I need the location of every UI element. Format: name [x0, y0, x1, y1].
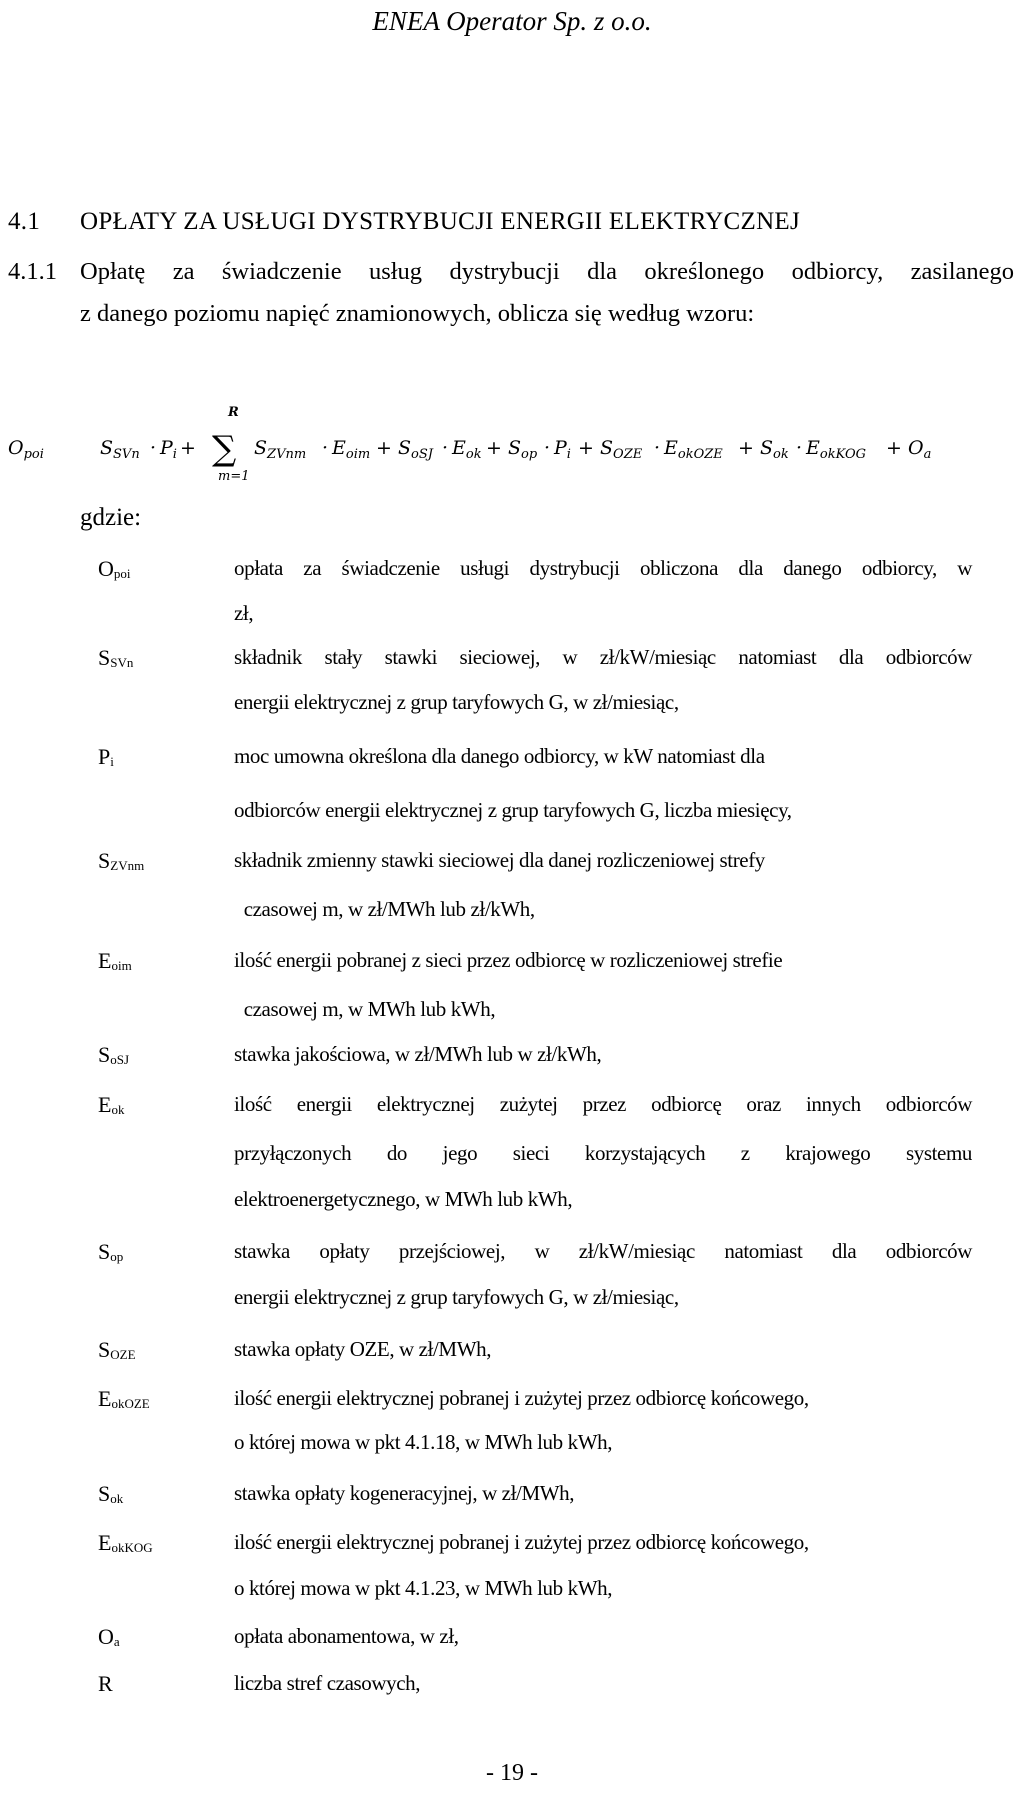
definition-symbol: $S_{ok}$	[98, 1481, 124, 1506]
sum-lower-limit: m=1	[218, 469, 250, 484]
definition-text: stawka jakościowa, w zł/MWh lub w zł/kWh,	[234, 1042, 602, 1066]
formula-plus-4: +	[578, 437, 594, 459]
definition-symbol: $O_{poi}$	[98, 556, 131, 581]
formula-term-pi-1: $P_i$	[160, 437, 177, 462]
definition-text: ilość energii elektrycznej pobranej i zużytej przez odbiorcę końcowego,	[234, 1530, 809, 1554]
definition-text: ilość energii pobranej z sieci przez odbiorcę w rozliczeniowej strefie	[234, 948, 783, 972]
definition-symbol: $O_a$	[98, 1624, 120, 1649]
formula-term-eok: $E_{ok}$	[452, 437, 482, 462]
formula-term-sosj: $S_{oSJ}$	[398, 437, 433, 462]
formula-lhs: $O_{poi}$	[8, 437, 44, 462]
definition-symbol: $E_{ok}$	[98, 1092, 125, 1117]
definition-symbol: $S_{SVn}$	[98, 645, 134, 670]
formula-plus-2: +	[376, 437, 392, 459]
formula-term-eokoze: $E_{okOZE}$	[664, 437, 723, 462]
formula-term-ssvn: $S_{SVn}$	[100, 437, 140, 462]
formula-dot-1: ·	[150, 437, 157, 459]
section-number: 4.1	[8, 208, 41, 235]
definition-text: ilość energii elektrycznej zużytej przez odbiorcę oraz innych odbiorców	[234, 1092, 972, 1116]
definition-text: odbiorców energii elektrycznej z grup taryfowych G, liczba miesięcy,	[234, 798, 792, 822]
definition-symbol: $S_{op}$	[98, 1239, 124, 1264]
definition-symbol: $S_{oSJ}$	[98, 1042, 130, 1067]
definition-text: stawka opłaty przejściowej, w zł/kW/miesiąc natomiast dla odbiorców	[234, 1239, 972, 1263]
formula-svg	[0, 390, 1024, 490]
section-heading	[8, 208, 800, 236]
formula-dot-2: ·	[322, 437, 329, 459]
subsection-line-1: Opłatę za świadczenie usług dystrybucji dla określonego odbiorcy, zasilanego	[80, 258, 1014, 285]
formula-dot-4: ·	[544, 437, 551, 459]
formula-term-eokkog: $E_{okKOG}$	[806, 437, 866, 462]
page-header: ENEA Operator Sp. z o.o.	[372, 6, 652, 36]
definition-text: składnik zmienny stawki sieciowej dla danej rozliczeniowej strefy	[234, 848, 765, 872]
definition-symbol: $E_{okOZE}$	[98, 1386, 150, 1411]
subsection-number: 4.1.1	[8, 258, 57, 285]
definition-text: energii elektrycznej z grup taryfowych G, w zł/miesiąc,	[234, 690, 679, 714]
definition-text: stawka opłaty OZE, w zł/MWh,	[234, 1337, 492, 1361]
formula-dot-5: ·	[654, 437, 661, 459]
formula-plus-3: +	[486, 437, 502, 459]
formula-term-szvnm: $S_{ZVnm}$	[254, 437, 307, 462]
formula-term-oa: $O_a$	[908, 437, 932, 462]
definition-text: przyłączonych do jego sieci korzystających z krajowego systemu	[234, 1141, 972, 1165]
formula-term-sok: $S_{ok}$	[760, 437, 789, 462]
definition-text: opłata abonamentowa, w zł,	[234, 1624, 459, 1648]
definition-text: czasowej m, w MWh lub kWh,	[238, 997, 496, 1021]
section-title: OPŁATY ZA USŁUGI DYSTRYBUCJI ENERGII ELEKTRYCZNEJ	[80, 208, 801, 235]
sum-upper-limit: R	[228, 405, 239, 420]
subsection-paragraph	[8, 258, 1014, 286]
page-number: - 19 -	[486, 1760, 538, 1786]
formula-dot-3: ·	[442, 437, 449, 459]
definition-text: ilość energii elektrycznej pobranej i zużytej przez odbiorcę końcowego,	[234, 1386, 809, 1410]
formula-term-eoim: $E_{oim}$	[332, 437, 371, 462]
sum-sigma: ∑	[212, 429, 237, 469]
formula-plus-1: +	[180, 437, 196, 459]
definition-text: stawka opłaty kogeneracyjnej, w zł/MWh,	[234, 1481, 575, 1505]
subsection-line-2: z danego poziomu napięć znamionowych, oblicza się według wzoru:	[80, 300, 755, 327]
definition-symbol: $S_{ZVnm}$	[98, 848, 145, 873]
definition-symbol: R	[98, 1671, 113, 1696]
formula-plus-5: +	[738, 437, 754, 459]
formula-plus-6: +	[886, 437, 902, 459]
definition-text: energii elektrycznej z grup taryfowych G, w zł/miesiąc,	[234, 1285, 679, 1309]
definition-symbol: $P_i$	[98, 744, 114, 769]
definition-text: o której mowa w pkt 4.1.23, w MWh lub kWh,	[234, 1576, 613, 1600]
definition-text: liczba stref czasowych,	[234, 1671, 421, 1695]
definition-text: czasowej m, w zł/MWh lub zł/kWh,	[238, 897, 535, 921]
definition-symbol: $E_{okKOG}$	[98, 1530, 153, 1555]
where-label: gdzie:	[80, 504, 142, 531]
definition-text: elektroenergetycznego, w MWh lub kWh,	[234, 1187, 573, 1211]
fee-formula	[0, 390, 1024, 490]
formula-term-pi-2: $P_i$	[554, 437, 571, 462]
definition-text: o której mowa w pkt 4.1.18, w MWh lub kWh,	[234, 1430, 613, 1454]
definition-symbol: $S_{OZE}$	[98, 1337, 136, 1362]
definition-text: zł,	[234, 601, 254, 625]
definition-text: moc umowna określona dla danego odbiorcy, w kW natomiast dla	[234, 744, 765, 768]
formula-term-soze: $S_{OZE}$	[600, 437, 643, 462]
formula-term-sop: $S_{op}$	[508, 437, 538, 462]
definition-text: opłata za świadczenie usługi dystrybucji obliczona dla danego odbiorcy, w	[234, 556, 972, 580]
formula-dot-6: ·	[796, 437, 803, 459]
definition-symbol: $E_{oim}$	[98, 948, 132, 973]
definition-text: składnik stały stawki sieciowej, w zł/kW/miesiąc natomiast dla odbiorców	[234, 645, 972, 669]
